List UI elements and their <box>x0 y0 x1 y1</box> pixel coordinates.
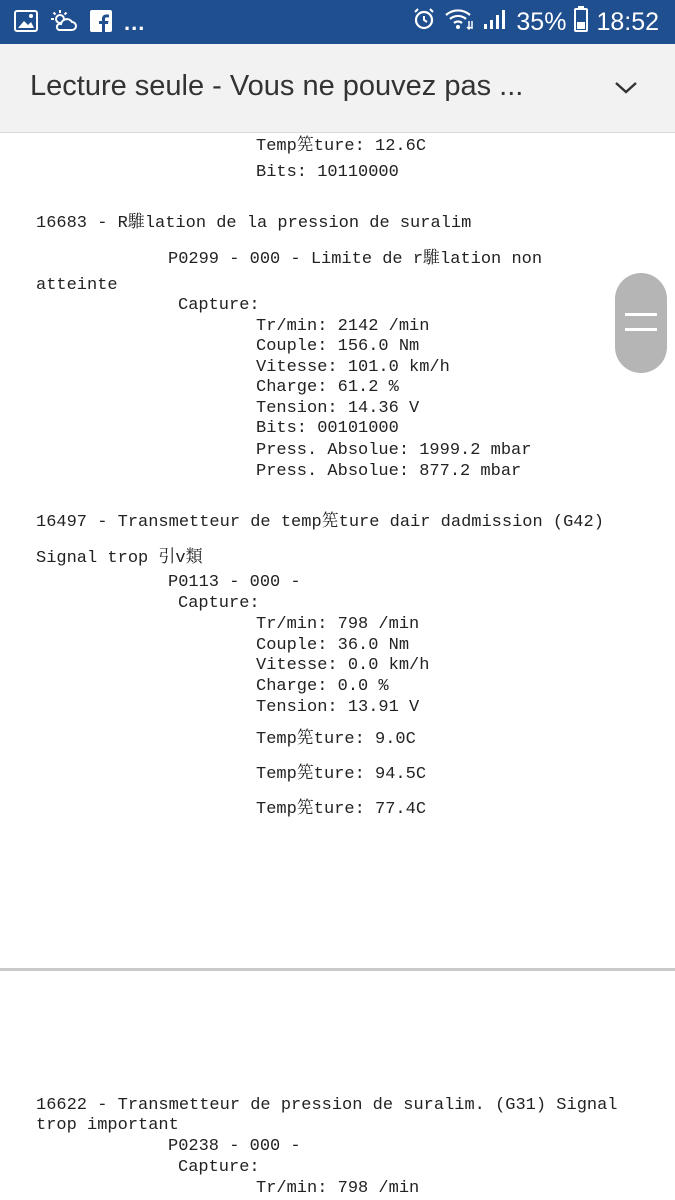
doc-line: Tr/min: 798 /min <box>256 615 420 634</box>
doc-line: Tr/min: 2142 /min <box>256 317 430 336</box>
banner-title: Lecture seule - Vous ne pouvez pas ... <box>30 70 524 102</box>
doc-line: Bits: 10110000 <box>256 163 399 182</box>
image-icon <box>14 9 38 38</box>
document-page-2 <box>0 972 675 1200</box>
doc-line: Charge: 0.0 % <box>256 677 389 696</box>
battery-icon <box>574 6 588 37</box>
doc-line: Tension: 13.91 V <box>256 698 420 717</box>
alarm-icon <box>412 7 436 36</box>
doc-line: Couple: 156.0 Nm <box>256 337 420 356</box>
chevron-down-icon[interactable] <box>613 74 639 100</box>
doc-line: Press. Absolue: 1999.2 mbar <box>256 441 532 460</box>
doc-line: Tension: 14.36 V <box>256 399 420 418</box>
doc-line: Capture: <box>178 1158 260 1177</box>
doc-line: Temp筅ture: 12.6C <box>256 137 427 156</box>
doc-line: P0113 - 000 - <box>168 573 301 592</box>
sun-cloud-icon <box>50 9 78 38</box>
grip-line <box>625 313 657 316</box>
doc-line: Temp筅ture: 9.0C <box>256 730 416 749</box>
doc-line: P0238 - 000 - <box>168 1137 301 1156</box>
fault-heading: 16622 - Transmetteur de pression de suralim. (G31) Signal <box>36 1096 618 1115</box>
doc-line: Charge: 61.2 % <box>256 378 399 397</box>
doc-line: Couple: 36.0 Nm <box>256 636 410 655</box>
document-page-1 <box>0 133 675 970</box>
doc-line: Temp筅ture: 94.5C <box>256 765 427 784</box>
doc-line: Press. Absolue: 877.2 mbar <box>256 462 522 481</box>
doc-line: P0299 - 000 - Limite de r騅lation non <box>168 250 543 269</box>
status-bar <box>0 0 675 44</box>
doc-line: trop important <box>36 1116 179 1135</box>
doc-line: Bits: 00101000 <box>256 419 399 438</box>
clock: 18:52 <box>596 7 659 36</box>
grip-line <box>625 328 657 331</box>
doc-line: Vitesse: 0.0 km/h <box>256 656 430 675</box>
doc-line: Capture: <box>178 594 260 613</box>
doc-line: Vitesse: 101.0 km/h <box>256 358 450 377</box>
facebook-icon <box>90 10 112 37</box>
page-divider <box>0 968 675 971</box>
fault-heading: 16497 - Transmetteur de temp筅ture dair dadmission (G42) <box>36 513 604 532</box>
wifi-icon <box>444 7 474 36</box>
doc-line: Tr/min: 798 /min <box>256 1179 420 1198</box>
doc-line: atteinte <box>36 276 118 295</box>
read-only-banner[interactable] <box>0 44 675 133</box>
doc-line: Temp筅ture: 77.4C <box>256 800 427 819</box>
scroll-handle[interactable] <box>615 273 667 373</box>
overflow-indicator: ... <box>124 10 146 35</box>
doc-line: Capture: <box>178 296 260 315</box>
battery-percent: 35% <box>516 7 567 36</box>
signal-icon <box>482 7 508 36</box>
fault-heading: 16683 - R騅lation de la pression de suralim <box>36 214 472 233</box>
doc-line: Signal trop 引v類 <box>36 549 203 568</box>
